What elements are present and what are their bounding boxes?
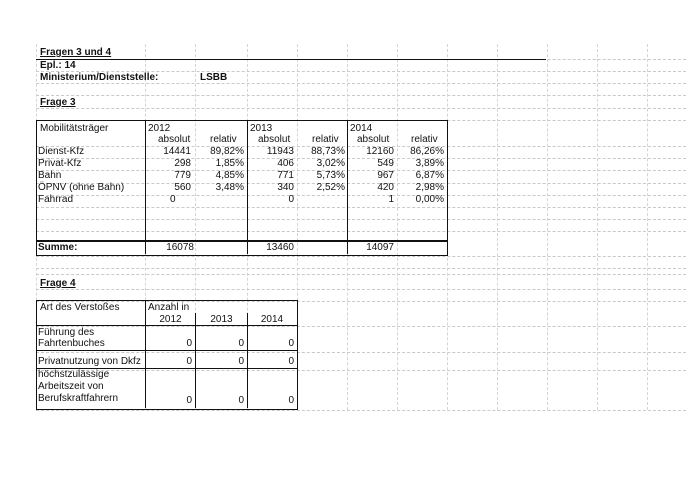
sum-value: 13460 [266,242,294,253]
sub-absolut: absolut [357,134,390,145]
cell-value: 0,00% [415,194,444,205]
title-underline [36,59,546,60]
cell-value: 3,48% [215,182,244,193]
cell-value: 779 [174,170,191,181]
cell-value: 89,82% [210,146,244,157]
cell-value: 298 [174,158,191,169]
year-2012-header: 2012 [159,314,182,325]
cell-value: 406 [277,158,294,169]
cell-value: 0 [238,338,244,349]
row-label: ÖPNV (ohne Bahn) [38,182,125,193]
row-label: Fahrrad [38,194,74,205]
cell-value: 549 [377,158,394,169]
cell-value: 1,85% [215,158,244,169]
frage4-heading: Frage 4 [40,278,76,289]
cell-value: 5,73% [316,170,345,181]
cell-value: 14441 [163,146,191,157]
sub-absolut: absolut [158,134,191,145]
cell-value: 0 [238,356,244,367]
cell-value: 0 [288,194,294,205]
year-2013-header: 2013 [250,123,273,134]
cell-value: 0 [288,338,294,349]
year-2012-header: 2012 [148,123,171,134]
sub-relativ: relativ [312,134,339,145]
cell-value: 6,87% [415,170,444,181]
count-header: Anzahl in [148,302,190,313]
epl-label: Epl.: 14 [40,60,76,71]
cell-value: 420 [377,182,394,193]
row-label: Fahrtenbuches [38,338,105,349]
cell-value: 2,52% [316,182,345,193]
cell-value: 560 [174,182,191,193]
cell-value: 967 [377,170,394,181]
cell-value: 2,98% [415,182,444,193]
cell-value: 3,89% [415,158,444,169]
ministry-value: LSBB [200,72,228,83]
year-2014-header: 2014 [350,123,373,134]
frage3-heading: Frage 3 [40,97,76,108]
cell-value: 1 [388,194,394,205]
cell-value: 340 [277,182,294,193]
row-label: Dienst-Kfz [38,146,85,157]
cell-value: 86,26% [410,146,444,157]
ministry-label: Ministerium/Dienststelle: [40,72,159,83]
row-label: Berufskraftfahrern [38,393,119,404]
year-2014-header: 2014 [260,314,284,325]
sub-relativ: relativ [210,134,237,145]
row-label: Bahn [38,170,62,181]
row-label: Privatnutzung von Dkfz [38,356,141,367]
cell-value: 0 [186,356,192,367]
cell-value: 3,02% [316,158,345,169]
row-label: Arbeitszeit von [38,381,104,392]
cell-value: 88,73% [311,146,345,157]
sum-value: 14097 [366,242,394,253]
cell-value: 0 [186,338,192,349]
cell-value: 4,85% [215,170,244,181]
cell-value: 11943 [266,146,294,157]
sum-value: 16078 [166,242,194,253]
row-label: Führung des [38,327,95,338]
document-title: Fragen 3 und 4 [40,47,112,58]
sub-relativ: relativ [411,134,438,145]
cell-value: 12160 [366,146,394,157]
sub-absolut: absolut [258,134,291,145]
cell-value: 771 [277,170,294,181]
row-label: höchstzulässige [38,369,110,380]
cell-value: 0 [288,395,294,406]
frage4-col-header: Art des Verstoßes [40,302,120,313]
cell-value: 0 [186,395,192,406]
cell-value: 0 [288,356,294,367]
year-2013-header: 2013 [210,314,233,325]
sum-label: Summe: [38,242,78,253]
cell-value: 0 [238,395,244,406]
row-label: Privat-Kfz [38,158,82,169]
cell-value: 0 [170,194,176,205]
frage3-col-header: Mobilitätsträger [40,123,109,134]
